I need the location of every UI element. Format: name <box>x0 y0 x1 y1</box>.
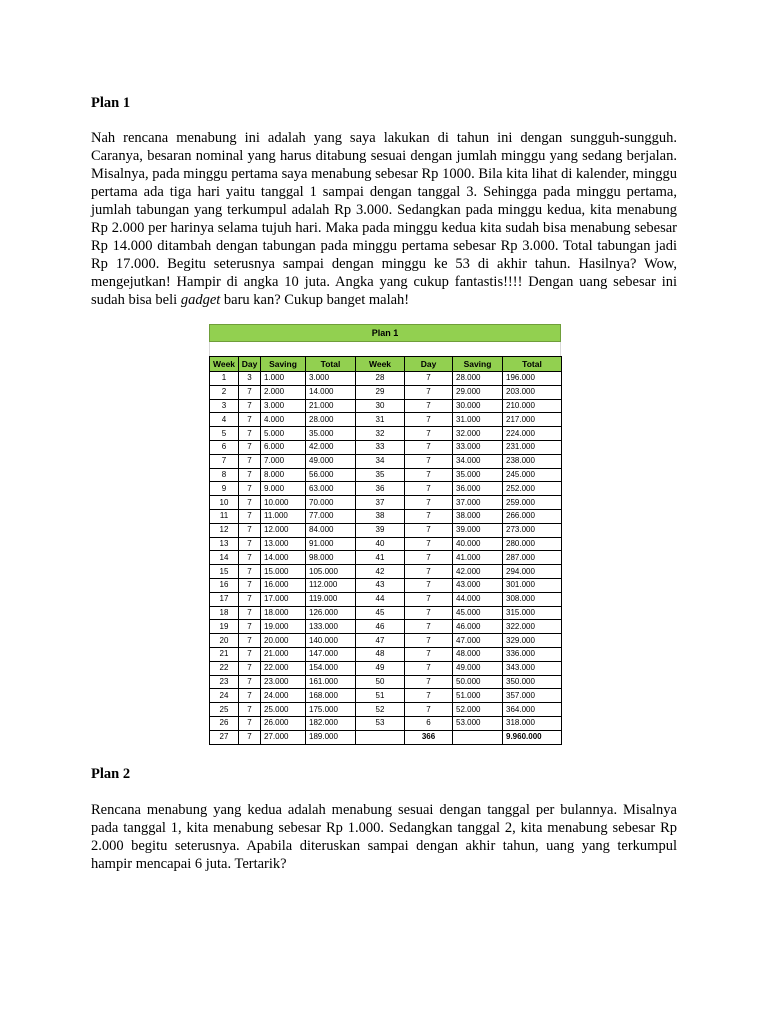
table-cell: 29 <box>356 385 405 399</box>
table-cell: 8.000 <box>261 468 306 482</box>
table-cell: 224.000 <box>503 427 562 441</box>
table-cell: 48.000 <box>453 647 503 661</box>
table-cell: 16.000 <box>261 578 306 592</box>
table-cell: 287.000 <box>503 551 562 565</box>
table-cell: 9.960.000 <box>503 730 562 744</box>
table-cell: 7 <box>405 661 453 675</box>
table-cell: 22.000 <box>261 661 306 675</box>
section-heading-plan-1: Plan 1 <box>91 95 131 111</box>
table-cell: 44 <box>356 592 405 606</box>
table-cell: 35.000 <box>453 468 503 482</box>
column-header: Day <box>239 357 261 372</box>
table-cell: 27.000 <box>261 730 306 744</box>
table-cell: 245.000 <box>503 468 562 482</box>
column-header: Week <box>356 357 405 372</box>
table-row <box>210 606 562 620</box>
table-cell: 28 <box>356 372 405 386</box>
table-cell: 7 <box>405 703 453 717</box>
table-cell: 12.000 <box>261 523 306 537</box>
table-cell: 161.000 <box>306 675 356 689</box>
table-cell: 2.000 <box>261 385 306 399</box>
table-cell: 273.000 <box>503 523 562 537</box>
table-cell: 38.000 <box>453 509 503 523</box>
table-cell: 51 <box>356 689 405 703</box>
table-row <box>210 634 562 648</box>
table-cell: 7 <box>405 620 453 634</box>
table-cell: 11 <box>210 509 239 523</box>
table-cell <box>356 730 405 744</box>
table-cell: 7 <box>405 509 453 523</box>
table-body <box>210 372 562 745</box>
table-row <box>210 647 562 661</box>
table-cell: 29.000 <box>453 385 503 399</box>
table-row <box>210 675 562 689</box>
table-row <box>210 689 562 703</box>
table-cell: 31 <box>356 413 405 427</box>
savings-table <box>209 356 562 745</box>
table-cell: 53 <box>356 716 405 730</box>
table-cell: 6.000 <box>261 440 306 454</box>
table-cell: 343.000 <box>503 661 562 675</box>
table-cell: 7 <box>239 689 261 703</box>
table-cell: 35.000 <box>306 427 356 441</box>
table-cell: 15 <box>210 565 239 579</box>
table-row <box>210 620 562 634</box>
table-cell: 14.000 <box>261 551 306 565</box>
table-cell: 18.000 <box>261 606 306 620</box>
table-cell: 19.000 <box>261 620 306 634</box>
table-cell: 280.000 <box>503 537 562 551</box>
column-header: Saving <box>453 357 503 372</box>
table-cell: 49 <box>356 661 405 675</box>
table-cell: 259.000 <box>503 496 562 510</box>
table-cell: 210.000 <box>503 399 562 413</box>
table-row <box>210 427 562 441</box>
table-cell: 7 <box>405 578 453 592</box>
table-cell: 7 <box>405 565 453 579</box>
spreadsheet-image <box>209 324 561 745</box>
table-row <box>210 385 562 399</box>
paragraph-italic-word: gadget <box>180 292 221 308</box>
table-cell: 140.000 <box>306 634 356 648</box>
table-cell: 350.000 <box>503 675 562 689</box>
table-cell: 7 <box>405 647 453 661</box>
table-cell: 10.000 <box>261 496 306 510</box>
table-cell: 308.000 <box>503 592 562 606</box>
table-cell: 25.000 <box>261 703 306 717</box>
table-cell: 42 <box>356 565 405 579</box>
table-cell: 357.000 <box>503 689 562 703</box>
table-cell: 49.000 <box>306 454 356 468</box>
table-cell: 47 <box>356 634 405 648</box>
table-cell: 3 <box>239 372 261 386</box>
table-cell: 52 <box>356 703 405 717</box>
table-cell: 217.000 <box>503 413 562 427</box>
table-cell: 28.000 <box>453 372 503 386</box>
table-cell: 7 <box>405 689 453 703</box>
table-cell: 48 <box>356 647 405 661</box>
table-cell: 7.000 <box>261 454 306 468</box>
table-cell: 15.000 <box>261 565 306 579</box>
table-cell: 175.000 <box>306 703 356 717</box>
table-cell: 49.000 <box>453 661 503 675</box>
table-row <box>210 537 562 551</box>
table-row <box>210 468 562 482</box>
table-cell: 7 <box>239 675 261 689</box>
table-cell: 6 <box>210 440 239 454</box>
table-cell: 22 <box>210 661 239 675</box>
table-cell: 7 <box>239 385 261 399</box>
table-cell: 7 <box>239 551 261 565</box>
table-row <box>210 523 562 537</box>
table-cell: 19 <box>210 620 239 634</box>
table-cell: 44.000 <box>453 592 503 606</box>
table-cell: 32 <box>356 427 405 441</box>
table-cell: 11.000 <box>261 509 306 523</box>
table-cell: 7 <box>405 551 453 565</box>
table-cell: 3 <box>210 399 239 413</box>
table-cell: 53.000 <box>453 716 503 730</box>
table-cell: 7 <box>405 606 453 620</box>
table-cell: 24.000 <box>261 689 306 703</box>
column-header: Saving <box>261 357 306 372</box>
table-cell: 31.000 <box>453 413 503 427</box>
table-cell: 133.000 <box>306 620 356 634</box>
table-cell: 40.000 <box>453 537 503 551</box>
table-cell: 7 <box>405 592 453 606</box>
table-cell: 112.000 <box>306 578 356 592</box>
table-cell: 294.000 <box>503 565 562 579</box>
table-row <box>210 592 562 606</box>
table-row <box>210 703 562 717</box>
table-cell: 56.000 <box>306 468 356 482</box>
table-cell: 39.000 <box>453 523 503 537</box>
table-cell: 7 <box>239 537 261 551</box>
table-cell: 329.000 <box>503 634 562 648</box>
table-cell: 10 <box>210 496 239 510</box>
table-cell: 41 <box>356 551 405 565</box>
table-cell: 168.000 <box>306 689 356 703</box>
table-cell: 7 <box>405 468 453 482</box>
table-cell: 7 <box>239 716 261 730</box>
table-cell: 51.000 <box>453 689 503 703</box>
table-cell: 7 <box>239 703 261 717</box>
table-row <box>210 716 562 730</box>
table-cell: 37 <box>356 496 405 510</box>
table-cell: 21 <box>210 647 239 661</box>
table-cell: 21.000 <box>261 647 306 661</box>
table-cell: 7 <box>239 509 261 523</box>
table-cell: 7 <box>239 592 261 606</box>
table-cell: 36.000 <box>453 482 503 496</box>
spacer-row <box>209 342 561 356</box>
table-row <box>210 565 562 579</box>
table-cell: 46 <box>356 620 405 634</box>
table-cell: 182.000 <box>306 716 356 730</box>
table-cell: 7 <box>239 523 261 537</box>
table-cell: 318.000 <box>503 716 562 730</box>
table-cell: 7 <box>239 661 261 675</box>
table-cell: 203.000 <box>503 385 562 399</box>
table-cell: 45.000 <box>453 606 503 620</box>
table-cell: 91.000 <box>306 537 356 551</box>
table-cell: 7 <box>239 496 261 510</box>
column-header: Day <box>405 357 453 372</box>
table-cell: 43 <box>356 578 405 592</box>
table-cell: 25 <box>210 703 239 717</box>
table-row <box>210 399 562 413</box>
table-row <box>210 372 562 386</box>
table-cell: 14.000 <box>306 385 356 399</box>
table-cell: 7 <box>405 399 453 413</box>
table-cell: 41.000 <box>453 551 503 565</box>
table-cell: 84.000 <box>306 523 356 537</box>
table-cell: 28.000 <box>306 413 356 427</box>
table-row <box>210 551 562 565</box>
table-row <box>210 440 562 454</box>
table-cell: 98.000 <box>306 551 356 565</box>
table-cell: 5 <box>210 427 239 441</box>
table-row <box>210 482 562 496</box>
table-row <box>210 509 562 523</box>
table-title: Plan 1 <box>209 324 561 342</box>
table-cell: 252.000 <box>503 482 562 496</box>
table-cell: 8 <box>210 468 239 482</box>
table-cell: 47.000 <box>453 634 503 648</box>
table-cell: 1.000 <box>261 372 306 386</box>
table-cell: 7 <box>239 482 261 496</box>
table-cell: 45 <box>356 606 405 620</box>
table-cell: 38 <box>356 509 405 523</box>
table-cell: 336.000 <box>503 647 562 661</box>
column-header: Week <box>210 357 239 372</box>
table-cell: 7 <box>239 647 261 661</box>
table-cell: 50 <box>356 675 405 689</box>
table-cell: 7 <box>239 606 261 620</box>
table-cell: 266.000 <box>503 509 562 523</box>
table-cell: 13.000 <box>261 537 306 551</box>
table-cell: 105.000 <box>306 565 356 579</box>
table-cell: 7 <box>239 468 261 482</box>
table-cell: 70.000 <box>306 496 356 510</box>
column-header: Total <box>503 357 562 372</box>
table-cell: 3.000 <box>306 372 356 386</box>
table-cell: 238.000 <box>503 454 562 468</box>
table-cell: 7 <box>239 427 261 441</box>
table-cell: 23.000 <box>261 675 306 689</box>
table-cell: 126.000 <box>306 606 356 620</box>
table-cell: 50.000 <box>453 675 503 689</box>
column-header: Total <box>306 357 356 372</box>
table-cell: 77.000 <box>306 509 356 523</box>
table-cell: 7 <box>405 675 453 689</box>
table-cell: 189.000 <box>306 730 356 744</box>
table-cell: 33.000 <box>453 440 503 454</box>
table-row <box>210 578 562 592</box>
table-cell: 34 <box>356 454 405 468</box>
table-cell: 20 <box>210 634 239 648</box>
table-cell: 364.000 <box>503 703 562 717</box>
table-cell: 6 <box>405 716 453 730</box>
table-cell: 7 <box>405 482 453 496</box>
table-cell: 20.000 <box>261 634 306 648</box>
table-cell: 7 <box>405 454 453 468</box>
table-cell: 40 <box>356 537 405 551</box>
section-paragraph-plan-1 <box>91 129 677 309</box>
table-cell: 5.000 <box>261 427 306 441</box>
table-cell: 322.000 <box>503 620 562 634</box>
table-cell: 7 <box>405 496 453 510</box>
table-cell: 7 <box>239 578 261 592</box>
table-cell: 7 <box>239 730 261 744</box>
table-cell: 7 <box>239 440 261 454</box>
table-cell: 42.000 <box>306 440 356 454</box>
table-cell: 7 <box>405 523 453 537</box>
table-cell: 63.000 <box>306 482 356 496</box>
paragraph-text: Nah rencana menabung ini adalah yang saya lakukan di tahun ini dengan sungguh-sungguh. Caranya, besaran nominal yang harus ditabung sesuai dengan jumlah minggu yang sedang berjalan. Misalnya, pada minggu pertama saya menabung sebesar Rp 1000. Bila kita lihat di kalender, minggu pertama ada tiga hari yaitu tanggal 1 sampai dengan tanggal 3. Sehingga pada minggu pertama, jumlah tabungan yang terkumpul adalah Rp 3.000. Sedangkan pada minggu kedua, kita menabung Rp 2.000 per harinya selama tujuh hari. Maka pada minggu kedua kita sudah bisa menabung sebesar Rp 14.000 ditambah dengan tabungan pada minggu pertama sebesar Rp 3.000. Total tabungan jadi Rp 17.000. Begitu seterusnya sampai dengan minggu ke 53 di akhir tahun. Hasilnya? Wow, mengejutkan! Hampir di angka 10 juta. Angka yang cukup fantastis!!!! Dengan uang sebesar ini sudah bisa beli <box>91 130 677 308</box>
table-cell: 366 <box>405 730 453 744</box>
table-cell: 21.000 <box>306 399 356 413</box>
table-cell: 33 <box>356 440 405 454</box>
table-cell: 9.000 <box>261 482 306 496</box>
table-cell: 4.000 <box>261 413 306 427</box>
table-cell: 7 <box>405 634 453 648</box>
table-cell: 35 <box>356 468 405 482</box>
table-cell: 14 <box>210 551 239 565</box>
table-cell: 7 <box>405 413 453 427</box>
table-cell: 36 <box>356 482 405 496</box>
table-cell: 7 <box>405 385 453 399</box>
table-row <box>210 413 562 427</box>
table-cell: 30 <box>356 399 405 413</box>
table-cell: 7 <box>239 565 261 579</box>
table-cell: 9 <box>210 482 239 496</box>
table-cell: 43.000 <box>453 578 503 592</box>
table-cell: 17.000 <box>261 592 306 606</box>
table-cell: 315.000 <box>503 606 562 620</box>
table-cell: 196.000 <box>503 372 562 386</box>
table-cell: 26.000 <box>261 716 306 730</box>
table-cell: 7 <box>239 413 261 427</box>
table-cell: 4 <box>210 413 239 427</box>
table-cell: 7 <box>239 399 261 413</box>
table-cell: 26 <box>210 716 239 730</box>
table-cell: 7 <box>239 634 261 648</box>
table-cell: 7 <box>239 454 261 468</box>
table-cell: 7 <box>405 440 453 454</box>
table-cell: 1 <box>210 372 239 386</box>
table-cell: 3.000 <box>261 399 306 413</box>
table-cell: 42.000 <box>453 565 503 579</box>
table-cell: 7 <box>405 537 453 551</box>
table-cell: 154.000 <box>306 661 356 675</box>
section-paragraph-plan-2: Rencana menabung yang kedua adalah menabung sesuai dengan tanggal per bulannya. Misalnya pada tanggal 1, kita menabung sebesar Rp 1.000. Sedangkan tanggal 2, kita menabung sebesar Rp 2.000 begitu seterusnya. Apabila diteruskan sampai dengan akhir tahun, uang yang terkumpul hampir mencapai 6 juta. Tertarik? <box>91 802 677 872</box>
table-cell: 7 <box>210 454 239 468</box>
table-row <box>210 454 562 468</box>
table-cell: 46.000 <box>453 620 503 634</box>
table-cell: 30.000 <box>453 399 503 413</box>
table-cell: 23 <box>210 675 239 689</box>
table-cell: 119.000 <box>306 592 356 606</box>
table-cell: 52.000 <box>453 703 503 717</box>
table-cell: 34.000 <box>453 454 503 468</box>
table-cell: 39 <box>356 523 405 537</box>
table-row <box>210 730 562 744</box>
table-cell: 7 <box>405 427 453 441</box>
table-row <box>210 661 562 675</box>
table-cell: 2 <box>210 385 239 399</box>
table-cell: 37.000 <box>453 496 503 510</box>
table-header-row <box>210 357 562 372</box>
table-cell: 301.000 <box>503 578 562 592</box>
table-cell <box>453 730 503 744</box>
table-cell: 147.000 <box>306 647 356 661</box>
table-cell: 7 <box>405 372 453 386</box>
table-row <box>210 496 562 510</box>
table-cell: 7 <box>239 620 261 634</box>
table-cell: 12 <box>210 523 239 537</box>
table-cell: 231.000 <box>503 440 562 454</box>
table-cell: 17 <box>210 592 239 606</box>
table-cell: 27 <box>210 730 239 744</box>
table-cell: 13 <box>210 537 239 551</box>
table-cell: 24 <box>210 689 239 703</box>
paragraph-text: baru kan? Cukup banget malah! <box>220 292 410 308</box>
table-cell: 18 <box>210 606 239 620</box>
section-heading-plan-2: Plan 2 <box>91 766 131 782</box>
table-cell: 32.000 <box>453 427 503 441</box>
table-cell: 16 <box>210 578 239 592</box>
